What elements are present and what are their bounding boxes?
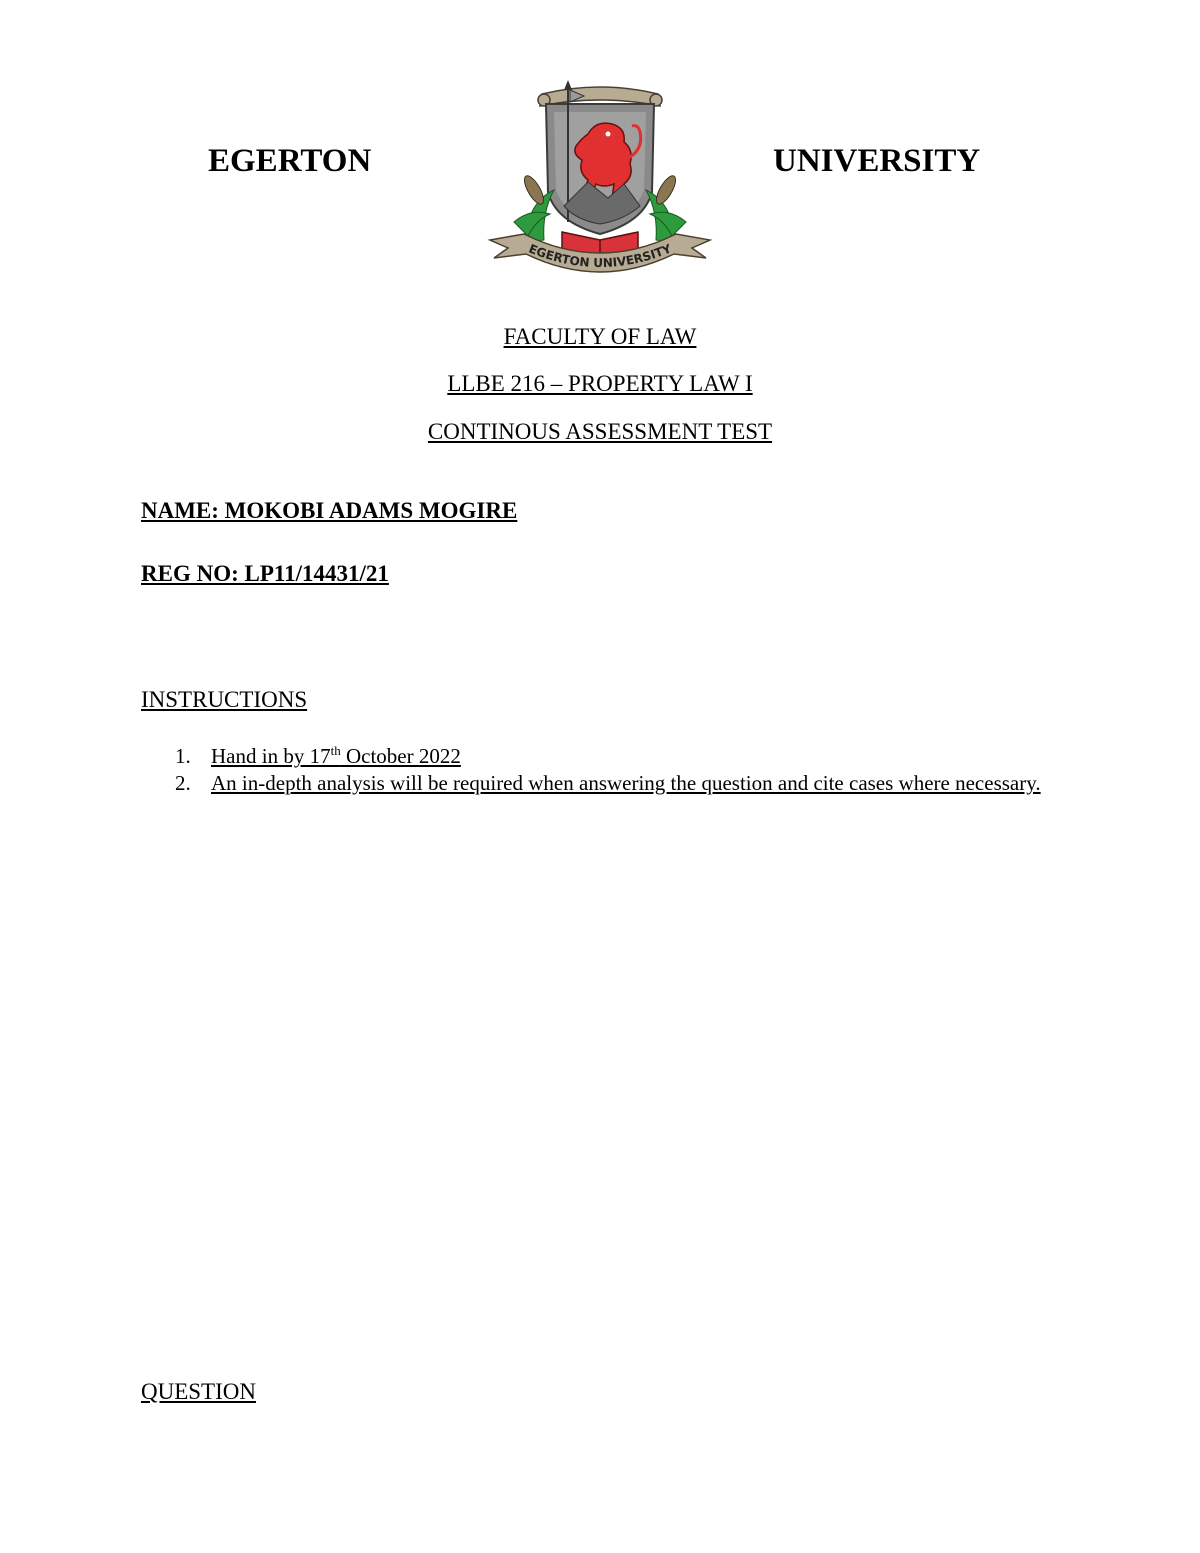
faculty-title xyxy=(0,325,1200,348)
list-item xyxy=(141,743,1061,770)
instructions-list xyxy=(141,743,1061,797)
deadline-text-before: Hand in by 17 xyxy=(211,744,331,768)
university-crest-icon xyxy=(484,72,716,284)
deadline-text-after: October 2022 xyxy=(340,744,461,768)
university-name-left: EGERTON xyxy=(208,143,372,179)
course-title xyxy=(0,372,1200,395)
question-heading: QUESTION xyxy=(141,1379,256,1404)
list-item xyxy=(141,770,1061,797)
course-title-text: LLBE 216 – PROPERTY LAW I xyxy=(447,371,753,396)
test-type-title-text: CONTINOUS ASSESSMENT TEST xyxy=(427,419,773,444)
list-item-number: 2. xyxy=(175,771,191,795)
faculty-title-text: FACULTY OF LAW xyxy=(503,324,697,349)
list-item-text xyxy=(211,744,461,768)
crest-banner-text: EGERTON UNIVERSITY xyxy=(526,241,674,271)
list-item-number: 1. xyxy=(175,744,191,768)
deadline-superscript: th xyxy=(330,743,341,758)
student-name: NAME: MOKOBI ADAMS MOGIRE xyxy=(141,498,518,523)
instructions-heading: INSTRUCTIONS xyxy=(141,687,308,712)
test-type-title xyxy=(0,420,1200,443)
list-item-text: An in-depth analysis will be required when answering the question and cite cases where necessary. xyxy=(211,771,1041,795)
registration-number: REG NO: LP11/14431/21 xyxy=(141,561,389,586)
university-name-right: UNIVERSITY xyxy=(773,143,981,179)
